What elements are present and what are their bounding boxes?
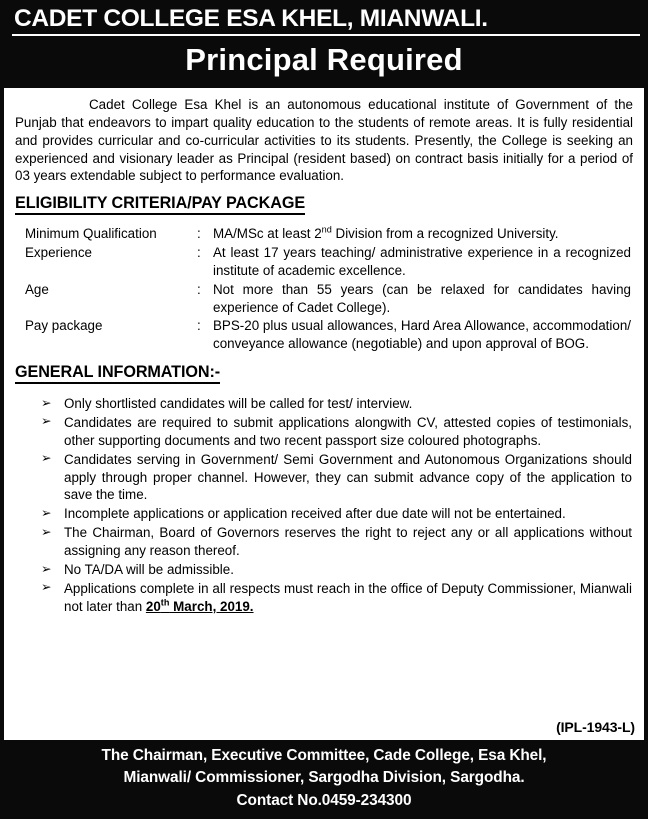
table-row	[13, 317, 635, 354]
criteria-colon: :	[197, 226, 201, 242]
general-information-heading-wrap	[13, 363, 635, 388]
table-row	[13, 225, 635, 244]
table-row	[13, 244, 635, 281]
content-panel	[4, 88, 644, 739]
criteria-value: Not more than 55 years (can be relaxed for candidates having experience of Cadet College).	[213, 281, 631, 315]
reference-code: (IPL-1943-L)	[556, 718, 635, 735]
general-information-list	[13, 395, 635, 617]
arrow-bullet-icon: ➢	[41, 414, 52, 429]
eligibility-criteria-table	[13, 225, 635, 354]
deadline-day: 20	[145, 598, 161, 614]
organization-title: CADET COLLEGE ESA KHEL, MIANWALI.	[14, 5, 488, 32]
table-row	[13, 281, 635, 318]
list-item-text: Only shortlisted candidates will be called for test/ interview.	[64, 396, 413, 412]
criteria-value-tail: Division from a recognized University.	[331, 226, 559, 242]
arrow-bullet-icon: ➢	[41, 395, 52, 410]
list-item	[13, 451, 635, 505]
list-item-text: Incomplete applications or application received after due date will not be entertained.	[64, 506, 566, 522]
list-item	[13, 505, 635, 523]
list-item	[13, 395, 635, 413]
criteria-value-main: MA/MSc at least 2	[213, 226, 322, 242]
arrow-bullet-icon: ➢	[41, 524, 52, 539]
general-information-heading: GENERAL INFORMATION:-	[15, 363, 220, 384]
footer-authority-line-1: The Chairman, Executive Committee, Cade College, Esa Khel,	[101, 746, 547, 764]
arrow-bullet-icon: ➢	[41, 451, 52, 466]
deadline-day-suffix: th	[160, 597, 170, 608]
advertisement-footer	[0, 740, 648, 819]
footer-authority-line-2: Mianwali/ Commissioner, Sargodha Division, Sargodha.	[123, 769, 525, 787]
list-item-text: The Chairman, Board of Governors reserves the right to reject any or all applications without assigning any reason thereof.	[64, 525, 632, 559]
post-title: Principal Required	[185, 42, 463, 78]
footer-contact-number: Contact No.0459-234300	[236, 791, 412, 809]
eligibility-heading-wrap	[13, 194, 635, 219]
deadline-month-year: March, 2019.	[169, 598, 254, 614]
arrow-bullet-icon: ➢	[41, 580, 52, 595]
criteria-colon: :	[197, 245, 201, 261]
list-item	[13, 414, 635, 450]
arrow-bullet-icon: ➢	[41, 561, 52, 576]
criteria-label: Pay package	[25, 318, 103, 334]
criteria-value: At least 17 years teaching/ administrative experience in a recognized institute of academic excellence.	[213, 245, 631, 278]
arrow-bullet-icon: ➢	[41, 505, 52, 520]
deadline-date	[146, 599, 254, 614]
eligibility-section-heading: ELIGIBILITY CRITERIA/PAY PACKAGE	[15, 194, 305, 215]
criteria-value	[213, 225, 635, 244]
criteria-label: Experience	[25, 245, 92, 261]
list-item	[13, 524, 635, 560]
list-item	[13, 561, 635, 579]
criteria-value: BPS-20 plus usual allowances, Hard Area Allowance, accommodation/ conveyance allowance (negotiable) and upon approval of BOG.	[213, 318, 631, 352]
criteria-colon: :	[197, 318, 201, 334]
criteria-value-superscript: nd	[321, 224, 332, 235]
list-item-text: Applications complete in all respects must reach in the office of Deputy Commissioner, Mianwali not later than	[64, 580, 632, 614]
eligibility-table-body	[13, 225, 635, 354]
list-item-text: Candidates are required to submit applications alongwith CV, attested copies of testimonials, other supporting documents and two recent passport size coloured photographs.	[64, 414, 632, 448]
criteria-label: Minimum Qualification	[25, 226, 157, 242]
list-item-text: No TA/DA will be admissible.	[64, 562, 234, 578]
introduction-paragraph: Cadet College Esa Khel is an autonomous educational institute of Government of the Punjab that endeavors to impart quality education to the students of remote areas. It is fully residential and provides curricular and co-curricular activities to its students. Presently, the College is seeking an experienced and visionary leader as Principal (resident based) on contract basis initially for a period of 03 years extendable subject to performance evaluation.	[15, 97, 633, 184]
advertisement-header	[0, 0, 648, 88]
criteria-colon: :	[197, 281, 201, 297]
list-item	[13, 580, 635, 616]
criteria-label: Age	[25, 281, 49, 297]
list-item-text: Candidates serving in Government/ Semi Government and Autonomous Organizations should apply through proper channel. However, they can submit advance copy of the application to save the time.	[64, 451, 632, 503]
